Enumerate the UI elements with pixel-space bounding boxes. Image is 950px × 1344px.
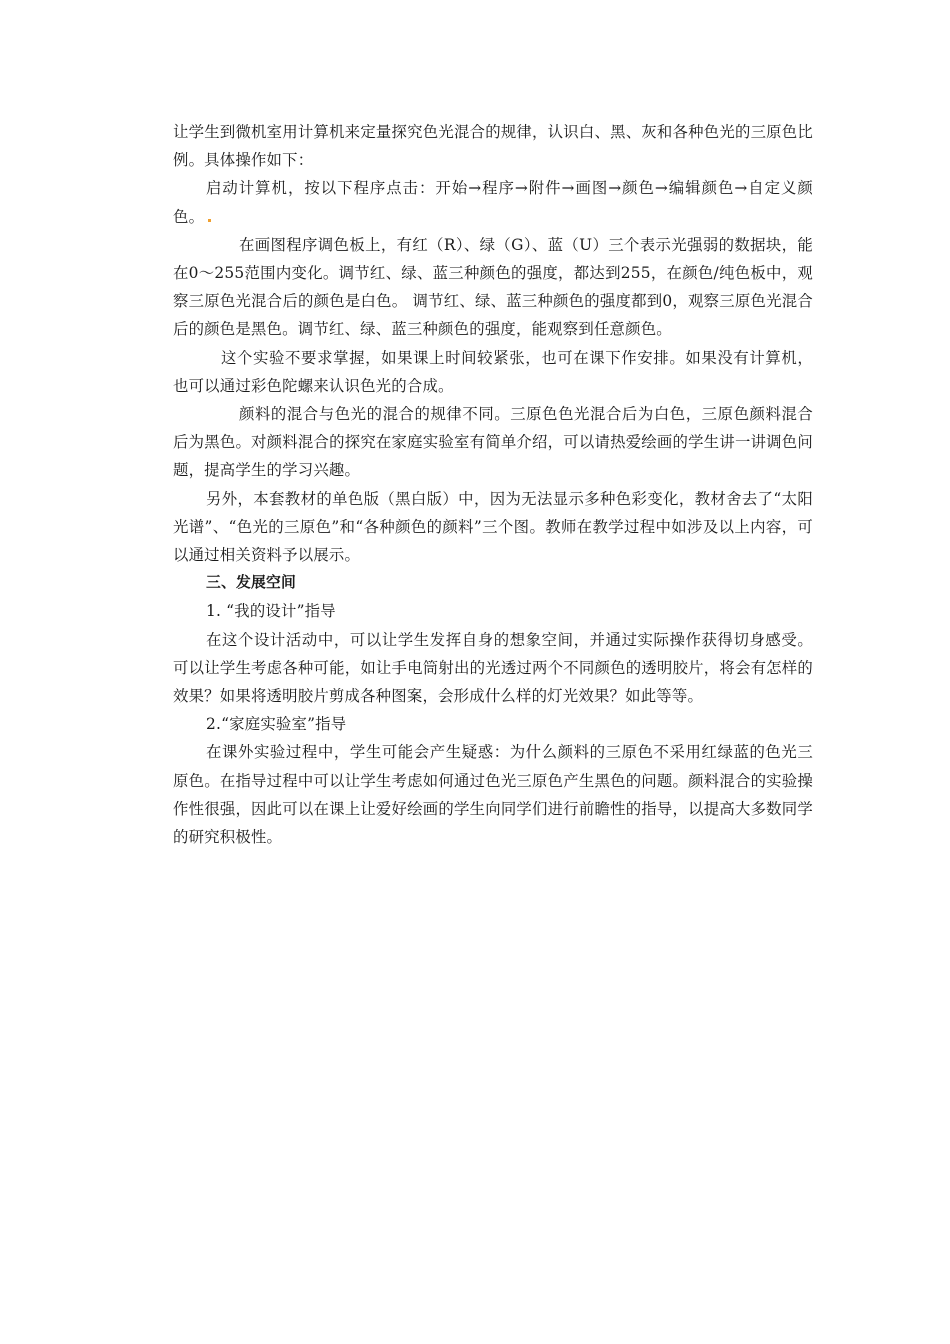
paragraph-optional-experiment: 这个实验不要求掌握，如果课上时间较紧张，也可在课下作安排。如果没有计算机，也可以通过彩色陀螺来认识色光的合成。: [173, 348, 813, 395]
paragraph-steps-text: 启动计算机，按以下程序点击：开始→程序→附件→画图→颜色→编辑颜色→自定义颜色。: [173, 179, 813, 226]
paragraph-steps: [173, 174, 813, 230]
section-heading: 三、发展空间: [206, 574, 296, 592]
document-body: [173, 118, 813, 851]
paragraph-monochrome-edition: 另外，本套教材的单色版（黑白版）中，因为无法显示多种色彩变化，教材舍去了“太阳光谱”、“色光的三原色”和“各种颜色的颜料”三个图。教师在教学过程中如涉及以上内容，可以通过相关资料予以展示。: [173, 489, 813, 565]
paragraph-pigment-mixing: 颜料的混合与色光的混合的规律不同。三原色色光混合后为白色，三原色颜料混合后为黑色。对颜料混合的探究在家庭实验室有简单介绍，可以请热爱绘画的学生讲一讲调色问题，提高学生的学习兴趣。: [173, 405, 813, 480]
subheading-my-design: 1. “我的设计”指导: [206, 602, 336, 621]
paragraph-palette: 在画图程序调色板上，有红（R）、绿（G）、蓝（U）三个表示光强弱的数据块，能在0～255范围内变化。调节红、绿、蓝三种颜色的强度，都达到255，在颜色/纯色板中，观察三原色光混合后的颜色是白色。 调节红、绿、蓝三种颜色的强度都到0，观察三原色光混合后的颜色是黑色。调节红、绿、蓝三种颜色的强度，能观察到任意颜色。: [173, 235, 813, 339]
annotation-mark: [208, 219, 211, 222]
paragraph-design-activity: 在这个设计活动中，可以让学生发挥自身的想象空间，并通过实际操作获得切身感受。可以让学生考虑各种可能，如让手电筒射出的光透过两个不同颜色的透明胶片，将会有怎样的效果？如果将透明胶片剪成各种图案，会形成什么样的灯光效果？如此等等。: [173, 630, 813, 706]
paragraph-intro: 让学生到微机室用计算机来定量探究色光混合的规律，认识白、黑、灰和各种色光的三原色比例。具体操作如下：: [173, 123, 813, 170]
paragraph-home-lab: 在课外实验过程中，学生可能会产生疑惑：为什么颜料的三原色不采用红绿蓝的色光三原色。在指导过程中可以让学生考虑如何通过色光三原色产生黑色的问题。颜料混合的实验操作性很强，因此可以在课上让爱好绘画的学生向同学们进行前瞻性的指导，以提高大多数同学的研究积极性。: [173, 743, 813, 847]
subheading-home-lab: 2.“家庭实验室”指导: [206, 715, 347, 734]
